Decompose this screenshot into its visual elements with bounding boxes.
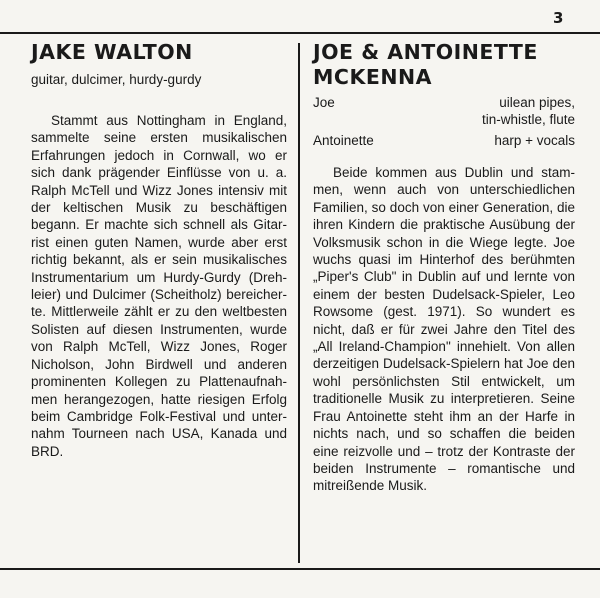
lineup-list (313, 94, 575, 149)
lineup-row-joe (313, 94, 575, 128)
top-rule (0, 32, 600, 34)
artist-heading-mckenna (313, 40, 575, 90)
lineup-name: Joe (313, 95, 335, 110)
lineup-row-antoinette (313, 132, 575, 149)
left-column (31, 40, 287, 460)
lineup-instr-line: harp + vocals (494, 133, 575, 148)
heading-line-1: JOE & ANTOINETTE (313, 40, 538, 64)
lineup-instr-line: uilean pipes, (499, 95, 575, 110)
artist-heading-jake-walton: JAKE WALTON (31, 40, 193, 64)
biography-mckenna: Beide kommen aus Dublin und stammen, wenn auch von unterschiedlichen Familien, so doch von einer Generation, die ihren Kindern die praktische Ausübung der Volksmusik schon in die Wiege legte. Joe wuchs quasi im Hinterhof des berühmten „Piper's Club" in Dublin auf und lernte von einem der besten Dudelsack-Spieler, Leo Rowsome (gest. 1971). So wundert es nicht, daß er für zwei Jahre den Titel des „All Ireland-Champion" innehielt. Von allen derzeitigen Dudelsack-Spielern hat Joe den wohl persönlichsten Stil entwickelt, um traditionelle Musik zu interpretieren. Seine Frau Antoinette steht ihm an der Harfe in nichts nach, und so schaffen die beiden eine reizvolle und – trotz der Kontraste der beiden Instrumente – romantische und mitreißende Musik. (313, 165, 575, 494)
bottom-rule (0, 568, 600, 570)
right-column (313, 40, 575, 495)
lineup-name: Antoinette (313, 133, 374, 148)
lineup-instruments (459, 94, 575, 128)
lineup-instr-line: tin-whistle, flute (481, 112, 575, 127)
page-number: 3 (553, 9, 564, 27)
biography-jake-walton: Stammt aus Nottingham in England, sammelte seine ersten musikalischen Erfahrungen jedoch in Cornwall, wo er sich dank prägender Einflüsse von u. a. Ralph McTell und Wizz Jones intensiv mit der keltischen Musik zu beschäftigen begann. Er machte sich schnell als Gitarrist einen guten Namen, wurde aber erst richtig bekannt, als er sein musikalisches Instrumentarium um Hurdy-Gurdy (Drehleier) und Dulcimer (Scheitholz) bereicherte. Mittlerweile zählt er zu den weltbesten Solisten auf diesen Instrumenten, wurde von Ralph McTell, Wizz Jones, Roger Nicholson, John Birdwell und anderen prominenten Kollegen zu Plattenaufnahmen herangezogen, hatte riesigen Erfolg beim Cambridge Folk-Festival und unternahm Tourneen nach USA, Kanada und BRD. (31, 113, 287, 459)
column-divider (298, 43, 300, 563)
lineup-instruments (459, 132, 575, 149)
heading-line-2: MCKENNA (313, 65, 433, 89)
instrument-subtitle: guitar, dulcimer, hurdy-gurdy (31, 72, 202, 87)
